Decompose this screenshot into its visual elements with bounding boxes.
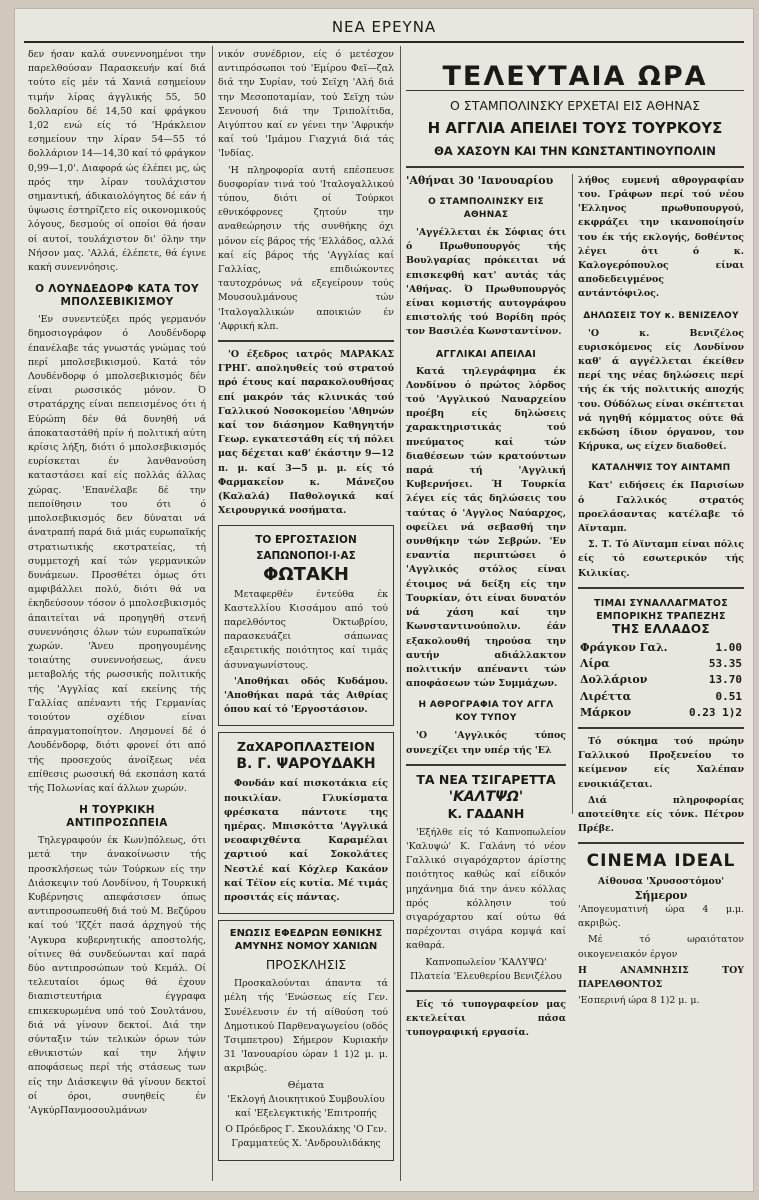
divider: [578, 842, 744, 844]
rate-value: 0.23 1)2: [689, 705, 742, 719]
ad-signature: Ο Πρόεδρος Γ. Σκουλάκης 'Ο Γεν. Γραμματεύς Χ. 'Ανδρουλιδάκης: [225, 1124, 387, 1150]
cigarette-ad-brand: 'ΚΑΛΤΨΩ': [448, 788, 524, 805]
divider: [406, 166, 744, 168]
exchange-rates-table: [578, 640, 744, 721]
article-heading: Η ΤΟΥΡΚΙΚΗ ΑΝΤΙΠΡΟΣΩΠΕΙΑ: [66, 804, 168, 830]
newspaper-page: [14, 8, 754, 1192]
ad-body: Φονδάν καί πισκοτάκια είς ποικιλίαν. Γλυκίσματα φρέσκατα πάντοτε της ημέρας. Μπισκόττα 'Αγγλικά νεοαφιχθέντα Καραμέλαι χαρτιού καί Σοκολάτες Νεστλέ καί Κόχλερ Κακάον καί Τέϊον είς κυτία. Μέ τιμάς προσιτάς είς πάντας.: [224, 778, 388, 903]
divider: [578, 727, 744, 729]
article-heading: ΚΑΤΑΛΗΨΙΣ ΤΟΥ ΑΙΝΤΑΜΠ: [591, 463, 731, 474]
rates-heading: ΤΙΜΑΙ ΣΥΝΑΛΛΑΓΜΑΤΟΣ ΕΜΠΟΡΙΚΗΣ ΤΡΑΠΕΖΗΣ: [594, 597, 728, 622]
divider: [406, 990, 566, 992]
ad-body: Προσκαλούνται άπαντα τά μέλη τής 'Ενώσεως είς Γεν. Συνέλευσιν έν τή αίθούση τού Δημοτικού Παρθεναγωγείου (οδός Τσιμπετρου) Σήμερον Κυριακήν 31 'Ιανουαρίου ώραν 1 1)2 μ. μ. ακριβώς.: [224, 978, 388, 1075]
rate-name: Δολλάριον: [580, 673, 648, 687]
headline: ΘΑ ΧΑΣΟΥΝ ΚΑΙ ΤΗΝ ΚΩΝΣΤΑΝΤΙΝΟΥΠΟΛΙΝ: [434, 143, 716, 158]
masthead: ΝΕΑ ΕΡΕΥΝΑ: [331, 18, 437, 36]
ad-body: Μεταφερθέν έντεύθα έκ Καστελλίου Κισσάμου από τού παρελθόντος Όκτωβρίου, παρασκευάζει σάπωνας εξαιρετικής ποιότητος καί τιμάς άσυναγωνίστους.: [224, 588, 388, 671]
doctor-ad: 'Ο έξεδρος ιατρός ΜΑΡΑΚΑΣ ΓΡΗΓ. αποληυθείς τού στρατού πρό έτους καί παρακολουθήσας επί μακρόν τάς κλινικάς τού Γαλλικού Νοσοκομείου 'Αθηνών καί τον διάσημον Καθηγητήν Γεωρ. εγκατεστάθη είς τή πόλει μας δέχεται καθ' έκάστην 9—12 π. μ. καί 3—5 μ. μ. είς τό Φαρμακείον κ. Μάνεζου (Καλαλά) Παθολογικά καί Χειρουργικά νοσήματα.: [218, 349, 394, 517]
cinema-ad-title: CINEMA IDEAL: [586, 851, 736, 872]
column-divider: [212, 46, 213, 1181]
headline: Ο ΣΤΑΜΠΟΛΙΝΣΚΥ ΕΡΧΕΤΑΙ ΕΙΣ ΑΘΗΝΑΣ: [450, 98, 700, 114]
cinema-time: 'Εσπερινή ώρα 8 1)2 μ. μ.: [578, 995, 700, 1007]
cigarette-ad-title: ΤΑ ΝΕΑ ΤΣΙΓΑΡΕΤΤΑ: [416, 771, 556, 787]
article-paragraph: 'Εν συνεντεύξει πρός γερμανόν δημοσιογράφον ό Λουδένδορφ έπανέλαβε τάς γνωστάς γνώμας τού περί μπολσεβικισμού. Κατά τόν Λουδένδορφ ό μπολσεβικισμός δέν είναι ρωσσικός μόνον. Ό στρατάρχης είναι πεπεισμένος ότι ή Εύρώπη δέν θά δυνηθή νά άποκαταστάθή πρίν ή πολιτική αύτη κρίσις λήξη, διότι ό μπολσεβικισμός ευρίσκεται έν λανθανούση καταστάσει καί είς πολλάς άλλας χώρας. 'Επανέλαβε δέ την πεποίθησιν του ότι ό μπολσεβικισμός δεν δύναται νά άνατραπή παρά διά μιάς ευρωπαϊκής στρατιωτικής εκστρατείας, τή συμμετοχή καί τών γερμανικών δυνάμεων. Προσθέτει όμως ότι αμφιβάλλει πολύ, διότι θά να έκηδεύσουν τόσον ό μπολσεβικισμός άπαιτείται νά προηγηθή στενή συνεννόησις όλων τών ευρωπαϊκών χωρών. 'Άνευ προηγουμένης τοιαύτης συνεννοήσεως, άνευ μεταβολής τής ρωσσικής πολιτικής τής 'Αγγλίας καί εκείνης τής Γαλλίας απέναντι τής Γερμανίας τοιούτον σχέδιον είναι άπραγματοποίητον. Λησμονεί δέ ό Λουδένδορφ, διότι φρονεί ότι από τής προσεχούς άνοίξεως νέα επίθεσις ρωσσική θά εκσπάση κατά τής Πολωνίας καί άλλων χωρών.: [28, 314, 206, 794]
ad-subtitle: ΠΡΟΣΚΛΗΣΙΣ: [265, 957, 347, 973]
article-heading: ΑΓΓΛΙΚΑΙ ΑΠΕΙΛΑΙ: [435, 348, 537, 360]
table-row: [578, 705, 744, 721]
ad-title: ΖαΧΑΡΟΠΛΑΣΤΕΙΟΝ: [237, 739, 375, 755]
cinema-day: Σήμερον: [634, 888, 688, 902]
rate-value: 1.00: [715, 640, 742, 654]
rate-value: 13.70: [708, 673, 742, 687]
ad-body: 'Εξήλθε είς τό Καπνοπωλείον 'Καλυψώ' Κ. Γαλάνη τό νέον Γαλλικό σιγαρόχαρτον άρίστης ποιότητος καθώς καί είδικόν μηχάνημα διά την άνευ κόλλας πρός κόλλησιν τού σιγαρόχαρτου καί ούτω θά παρέχονται σιγάρα κομψά καί καθαρά.: [406, 826, 566, 952]
rental-notice: Τό σύκημα τού πρώην Γαλλικού Προξενείου το κείμενον είς Χαλέπαν ενοικιάζεται.: [578, 735, 744, 790]
article-paragraph: 'Ο 'Αγγλικός τύπος συνεχίζει την υπέρ τής 'Ελ: [406, 730, 566, 756]
soap-factory-ad: [218, 525, 394, 727]
rate-value: 53.35: [708, 657, 742, 671]
column-2: [218, 48, 394, 1178]
headline: Η ΑΓΓΛΙΑ ΑΠΕΙΛΕΙ ΤΟΥΣ ΤΟΥΡΚΟΥΣ: [427, 119, 723, 138]
article-paragraph: Τηλεγραφούν έκ Κων)πόλεως, ότι μετά την άνακοίνωσιν τής προσκλήσεως τών Τούρκων είς την Διάσκεψιν τού Λονδίνου, ή Τουρκική Κυβέρνησις απεφάσισεν όπως αντιπροσωπευθή διά τού Μ. Βεζύρου καί τού 'Ιζζέτ πασά άρχηγού τής 'Αγκυρα κυβερνητικής αποστολής, οίτινες θά συνδεύωνται καί παρά δύο αντιπροσώπων τού Κεμάλ. Οί τελευταίοι όμως θά έχουν διαπιστευτήρια έγγραφα επικεκυρωμένα υπό τού Σουλτάνου, διά νά γίνουν δεκτοί. Διά την σύνταξιν τών τελικών όρων τών εθνικιστών καί την λήψιν αποφάσεως περί τής στάσεως των είς την Διάσκεψιν θά γίνουν δεκτοί οί όροι, συνηθείς έν 'ΑγκύρΠανμοσουλμάνων: [28, 835, 206, 1117]
table-row: [578, 672, 744, 688]
column-divider: [572, 174, 573, 814]
pastry-shop-ad: [218, 732, 394, 914]
column-divider: [400, 46, 401, 1181]
article-paragraph: λήθος ευμενή αθρογραφίαν του. Γράφων περί τού νέου 'Ελληνος πρωθυπουργού, εκφράζει την ικανοποίησίν του έκ τής εκλογής, δοθέντος λέγει ότι ό κ. Καλογερόπουλος είναι αποδεδειγμένος αντάντόφιλος.: [578, 174, 744, 300]
ad-name: ΦΩΤΑΚΗ: [263, 563, 349, 585]
sub-column-right: [578, 174, 744, 1074]
ad-title: ΤΟ ΕΡΓΟΣΤΑΣΙΟΝ ΣΑΠΩΝΟΠΟΙ·Ι·ΑΣ: [255, 533, 357, 562]
cinema-text: Μέ τό ωραιότατον οικογενειακόν έργον: [578, 934, 744, 960]
article-heading: ΔΗΛΩΣΕΙΣ ΤΟΥ κ. ΒΕΝΙΖΕΛΟΥ: [583, 310, 739, 321]
cigarette-ad-name: Κ. ΓΑΔΑΝΗ: [447, 805, 525, 821]
column-3: [406, 48, 744, 1178]
rate-name: Λίρα: [580, 657, 610, 671]
rental-contact: Διά πληροφορίας αποτείθητε είς τόνκ. Πέτρον Πρέβε.: [578, 794, 744, 835]
cinema-film: Η ΑΝΑΜΝΗΣΙΣ ΤΟΥ ΠΑΡΕΛΘΟΝΤΟΣ: [578, 964, 744, 990]
table-row: [578, 689, 744, 705]
article-heading: Η ΑΘΡΟΓΡΑΦΙΑ ΤΟΥ ΑΓΓΛ ΚΟΥ ΤΥΠΟΥ: [418, 700, 554, 724]
rate-value: 0.51: [715, 689, 742, 703]
table-row: [578, 656, 744, 672]
article-paragraph: 'Ο κ. Βενιζέλος ευρισκόμενος είς Λονδίνον καθ' ά αγγέλλεται έκείθεν περί της νέας δηλώσεις περί τής έκ τής πολιτικής αποχής του. Ούδόλως είναι σκέπτεται νά ηγηθή κόμματος ούτε θά εκδώση ίδιον όργανον, τον Κήρυκα, ως είχεν διαδοθεί.: [578, 327, 744, 453]
top-rule: [24, 41, 744, 43]
ad-store: Καπνοπωλείον 'ΚΑΛΥΨΩ' Πλατεία 'Ελευθερίου Βενιζέλου: [410, 956, 562, 982]
dateline: 'Αθήναι 30 'Ιανουαρίου: [406, 173, 554, 187]
latest-news-title: ΤΕΛΕΥΤΑΙΑ ΩΡΑ: [442, 61, 708, 92]
cinema-venue: Αίθουσα 'Χρυσοστόμου': [597, 875, 725, 887]
article-paragraph: Σ. Τ. Τό Αϊνταμπ είναι πόλις είς τό εσωτερικόν τής Κιλικίας.: [578, 539, 744, 579]
article-paragraph: νικόν συνέδριον, είς ό μετέσχον αντιπρόσωποι τού 'Εμίρου Φεϊ—ζαλ διά την Συρίαν, τού Σεϊχη 'Αλή διά την Μεσοποταμίαν, τού Σεϊχη τών Σενουσή διά την Τριπολίτιδα, Αιγύπτου καί εν γένει την 'Αφρικήν καί τού 'Ιμάμου Γιαχγιά διά τάς 'Ινδίας.: [218, 49, 394, 160]
ad-name: Β. Γ. ΨΑΡΟΥΔΑΚΗ: [236, 756, 376, 773]
rate-name: Φράγκον Γαλ.: [580, 640, 668, 654]
sub-columns: [406, 174, 744, 1074]
rate-name: Λιρέττα: [580, 689, 632, 703]
article-paragraph: 'Η πληροφορία αυτή επέσπευσε δυσφορίαν τινά τού 'Ιταλογαλλικού τύπου, διότι οί Τούρκοι εθνικόφρονες ζητούν την αναθεώρησιν τής συνθήκης όχι μόνον είς βάρος τής 'Ελλάδος, αλλά καί είς βάρος τής 'Αγγλίας καί Γαλλίας, επιδιώκοντες ταυτοχρόνως νά εξεγείρουν τούς Μουσουλμάνους τών 'Ιταλογαλλικών αποικιών έν 'Αφρική κλπ.: [218, 164, 394, 332]
rates-heading: ΤΗΣ ΕΛΛΑΔΟΣ: [612, 621, 710, 636]
article-paragraph: Κατά τηλεγράφημα έκ Λονδίνου ό πρώτος λόρδος τού 'Αγγλικού Ναυαρχείου προέβη είς δηλώσεις χαρακτηριστικάς τού πνεύματος καί τών διαθέσεων τών κρατούντων παρά τή 'Αγγλική Κυβερνήσει. Ή Τουρκία λέγει είς τάς δηλώσεις του ταύτας ό 'Αγγλος Ναύαρχος, οφείλει νά σεβασθή την συνθήκην τών Σεβρών. 'Εν εναντία περιπτώσει ό 'Αγγλικός στόλος είναι έτοιμος νά δείξη είς την Τουρκίαν, ότι είναι δυνατόν νά χάση καί την Κωνσταντινούπολιν. έάν εξακολουθή τηρούσα την αυτήν αδιάλλακτον πολιτικήν απέναντι τών αποφάσεων τών Συμμάχων.: [406, 365, 566, 690]
article-paragraph: δεν ήσαν καλά συνεννοημένοι την παρελθούσαν Παρασκευήν καί διά τούτο είς μέν τά Χανιά εσημείουν τιμήν λίρας άγγλικής 55, 50 δολλαρίου δέ 14,50 καί φράγκου 1,02 ενώ είς τό 'Ηράκλειον εσημείουν την λίραν 54—55 τό δολλάριον 14—14,30 καί τό φράγκον 0,99—1,0'. Διαφορά ώς έλέπει μς, ώς πρός την λίραν τουλάχιστον σημαντική, άδικαιολόγητος δέ εάν ή ύψωσις έστηρίζετο είς οικονομικούς λόγους, δεσμούς οί οποίοι θά ήσαν οί αυτοί, τουλάχιστον δι' όλην την Νήσον μας. 'Αλλά, έλέπετε, θά έγινε κακή συνεννόησις.: [28, 49, 206, 274]
article-heading: Ο ΛΟΥΝΔΕΔΟΡΦ ΚΑΤΑ ΤΟΥ ΜΠΟΛΣΕΒΙΚΙΣΜΟΥ: [35, 283, 199, 309]
divider: [578, 587, 744, 589]
column-1: [28, 48, 206, 1178]
ad-store: 'Αποθήκαι οδός Κυδάμου. 'Αποθήκαι παρά τάς Αιθρίας όπου καί τό 'Εργοστάσιον.: [224, 675, 388, 716]
cinema-time: 'Απογευματινή ώρα 4 μ.μ. ακριβώς.: [578, 903, 744, 930]
reservists-notice: [218, 920, 394, 1160]
table-row: [578, 640, 744, 656]
article-paragraph: Κατ' ειδήσεις έκ Παρισίων ό Γαλλικός στρατός προελάσαντας κατέλαβε τό Αϊνταμπ.: [578, 480, 744, 535]
print-shop-notice: Είς τό τυπογραφείον μας εκτελείται πάσα τυπογραφική εργασία.: [406, 998, 566, 1039]
sub-column-left: [406, 174, 566, 1074]
divider: [218, 340, 394, 342]
ad-theme-heading: Θέματα: [287, 1079, 325, 1091]
divider: [406, 764, 566, 766]
article-paragraph: 'Αγγέλλεται έκ Σόφιας ότι ό Πρωθυπουργός τής Βουλγαρίας πρόκειται νά επισκεφθή κατ' αυτάς τάς 'Αθήνας. Ό Πρωθυπουργός είναι κομιστής αυτογράφου επιστολής τού Βορίδη πρός τον Βασιλέα Κωνσταντίνον.: [406, 227, 566, 338]
rate-name: Μάρκον: [580, 705, 632, 719]
article-heading: Ο ΣΤΑΜΠΟΛΙΝΣΚΥ ΕΙΣ ΑΘΗΝΑΣ: [428, 197, 544, 221]
ad-theme-body: 'Εκλογή Διοικητικού Συμβουλίου καί 'Εξελεγκτικής 'Επιτροπής: [227, 1093, 385, 1119]
ad-title: ΕΝΩΣΙΣ ΕΦΕΔΡΩΝ ΕΘΝΙΚΗΣ ΑΜΥΝΗΣ ΝΟΜΟΥ ΧΑΝΙΩΝ: [229, 928, 383, 953]
